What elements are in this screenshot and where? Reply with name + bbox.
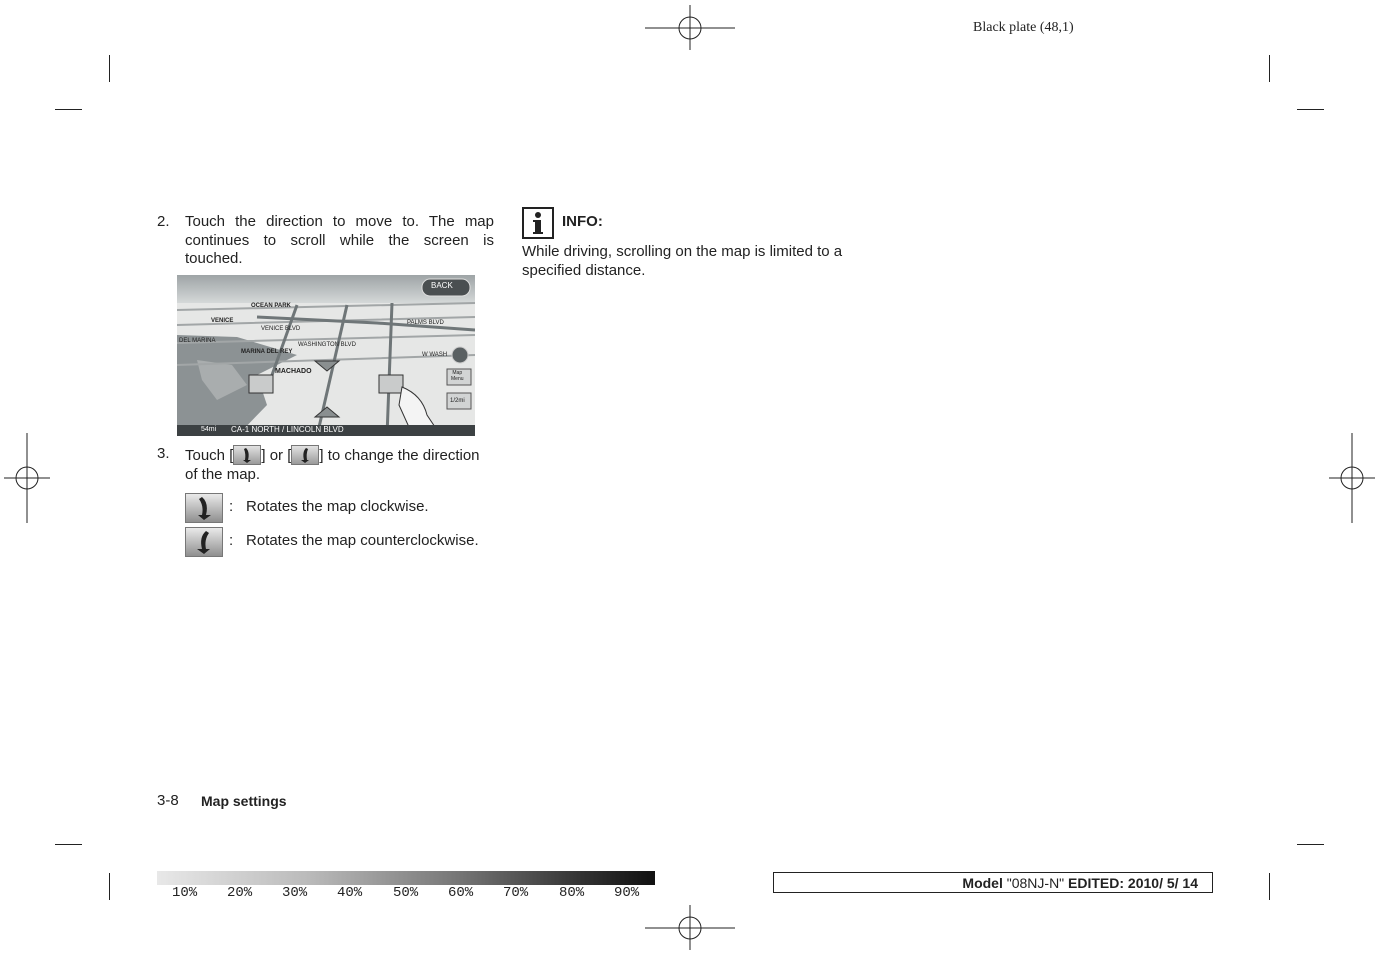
legend-separator: : [229,498,234,515]
edited-date: 2010/ 5/ 14 [1124,875,1198,891]
section-title: Map settings [201,793,287,809]
info-icon [522,207,554,239]
registration-mark-right [1329,433,1375,523]
step-text: Touch the direction to move to. The map continues to scroll while the screen is touched. [185,213,494,267]
legend-text: Rotates the map counterclockwise. [246,532,479,549]
rotate-counterclockwise-icon [185,527,223,557]
scale-label: 10% [172,885,198,901]
registration-mark-left [4,433,50,523]
model-code: "08NJ-N" [1006,875,1065,891]
scale-label: 70% [503,885,529,901]
scale-label: 40% [337,885,363,901]
page-number: 3-8 [157,792,179,809]
map-label: PALMS BLVD [407,320,444,326]
registration-mark-bottom [645,905,735,950]
edited-label: EDITED: [1064,875,1125,891]
rotate-clockwise-icon [185,493,223,523]
scale-label: 1/2mi [450,398,465,404]
map-label: VENICE [211,318,234,324]
legend-text: Rotates the map clockwise. [246,498,429,515]
map-menu-label: Map Menu [451,370,464,382]
scale-label: 80% [559,885,585,901]
map-label: W WASH [422,352,448,358]
map-label: MARINA DEL REY [241,349,293,355]
map-label: DEL MARINA [179,338,216,344]
step-number: 3. [157,445,170,462]
scale-label: 60% [448,885,474,901]
model-edited-box [773,872,1213,893]
rotate-counterclockwise-icon [291,445,319,465]
distance-label: 54mi [201,426,217,433]
legend-separator: : [229,532,234,549]
map-label: MACHADO [275,368,312,375]
map-label: WASHINGTON BLVD [298,342,356,348]
step-3 [157,445,494,485]
step-number: 2. [157,213,170,230]
scale-label: 20% [227,885,253,901]
status-road: CA-1 NORTH / LINCOLN BLVD [231,425,344,434]
scale-label: 30% [282,885,308,901]
info-text: While driving, scrolling on the map is limited to a specified distance. [522,243,843,279]
map-screenshot [177,275,475,436]
step-2 [157,213,494,269]
step-text: Touch [ ] or [ ] to change the direction of the map. [185,447,480,483]
scale-label: 50% [393,885,419,901]
rotate-clockwise-icon [233,445,261,465]
model-prefix: Model [962,875,1007,891]
registration-mark-top [645,5,735,50]
map-label: VENICE BLVD [261,326,301,332]
back-button-label: BACK [431,281,453,290]
plate-label: Black plate (48,1) [973,20,1074,35]
scale-label: 90% [614,885,640,901]
print-density-scale [157,871,655,885]
map-label: OCEAN PARK [251,303,291,309]
info-title: INFO: [562,213,603,230]
